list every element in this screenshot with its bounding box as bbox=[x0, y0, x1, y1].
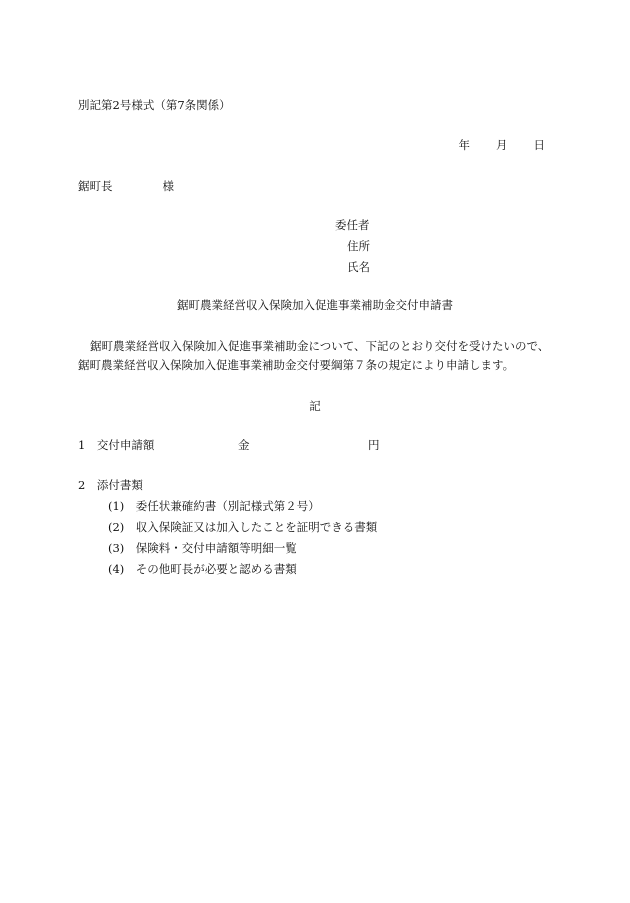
applicant-block bbox=[335, 218, 370, 281]
applicant-address-label: 住所 bbox=[347, 239, 370, 253]
attachment-item: (1) 委任状兼確約書（別記様式第２号） bbox=[108, 499, 320, 513]
kin-label: 金 bbox=[238, 438, 250, 452]
addressee-honorific: 様 bbox=[162, 179, 174, 193]
date-year-label: 年 bbox=[458, 138, 470, 152]
body-paragraph bbox=[78, 337, 558, 375]
attachment-item: (3) 保険料・交付申請額等明細一覧 bbox=[108, 541, 297, 555]
body-line-2: 鋸町農業経営収入保険加入促進事業補助金交付要綱第７条の規定により申請します。 bbox=[78, 358, 515, 372]
document-title: 鋸町農業経営収入保険加入促進事業補助金交付申請書 bbox=[177, 298, 453, 312]
date-line bbox=[0, 138, 545, 152]
item-application-amount bbox=[78, 438, 380, 452]
attachments-list bbox=[108, 499, 377, 583]
date-day-label: 日 bbox=[533, 138, 545, 152]
application-amount-label: 1 交付申請額 bbox=[78, 438, 155, 452]
date-month-label: 月 bbox=[496, 138, 508, 152]
attachment-item: (2) 収入保険証又は加入したことを証明できる書類 bbox=[108, 520, 378, 534]
applicant-role: 委任者 bbox=[335, 218, 370, 232]
body-line-1: 鋸町農業経営収入保険加入促進事業補助金について、下記のとおり交付を受けたいので、 bbox=[90, 339, 550, 353]
yen-label: 円 bbox=[368, 438, 380, 452]
form-reference: 別記第2号様式（第7条関係） bbox=[78, 98, 231, 112]
addressee-name: 鋸町長 bbox=[78, 179, 113, 193]
applicant-name-label: 氏名 bbox=[347, 260, 370, 274]
item-attachments-label: 2 添付書類 bbox=[78, 478, 143, 492]
attachment-item: (4) その他町長が必要と認める書類 bbox=[108, 562, 297, 576]
addressee-line bbox=[78, 179, 174, 193]
ki-heading: 記 bbox=[309, 399, 321, 413]
